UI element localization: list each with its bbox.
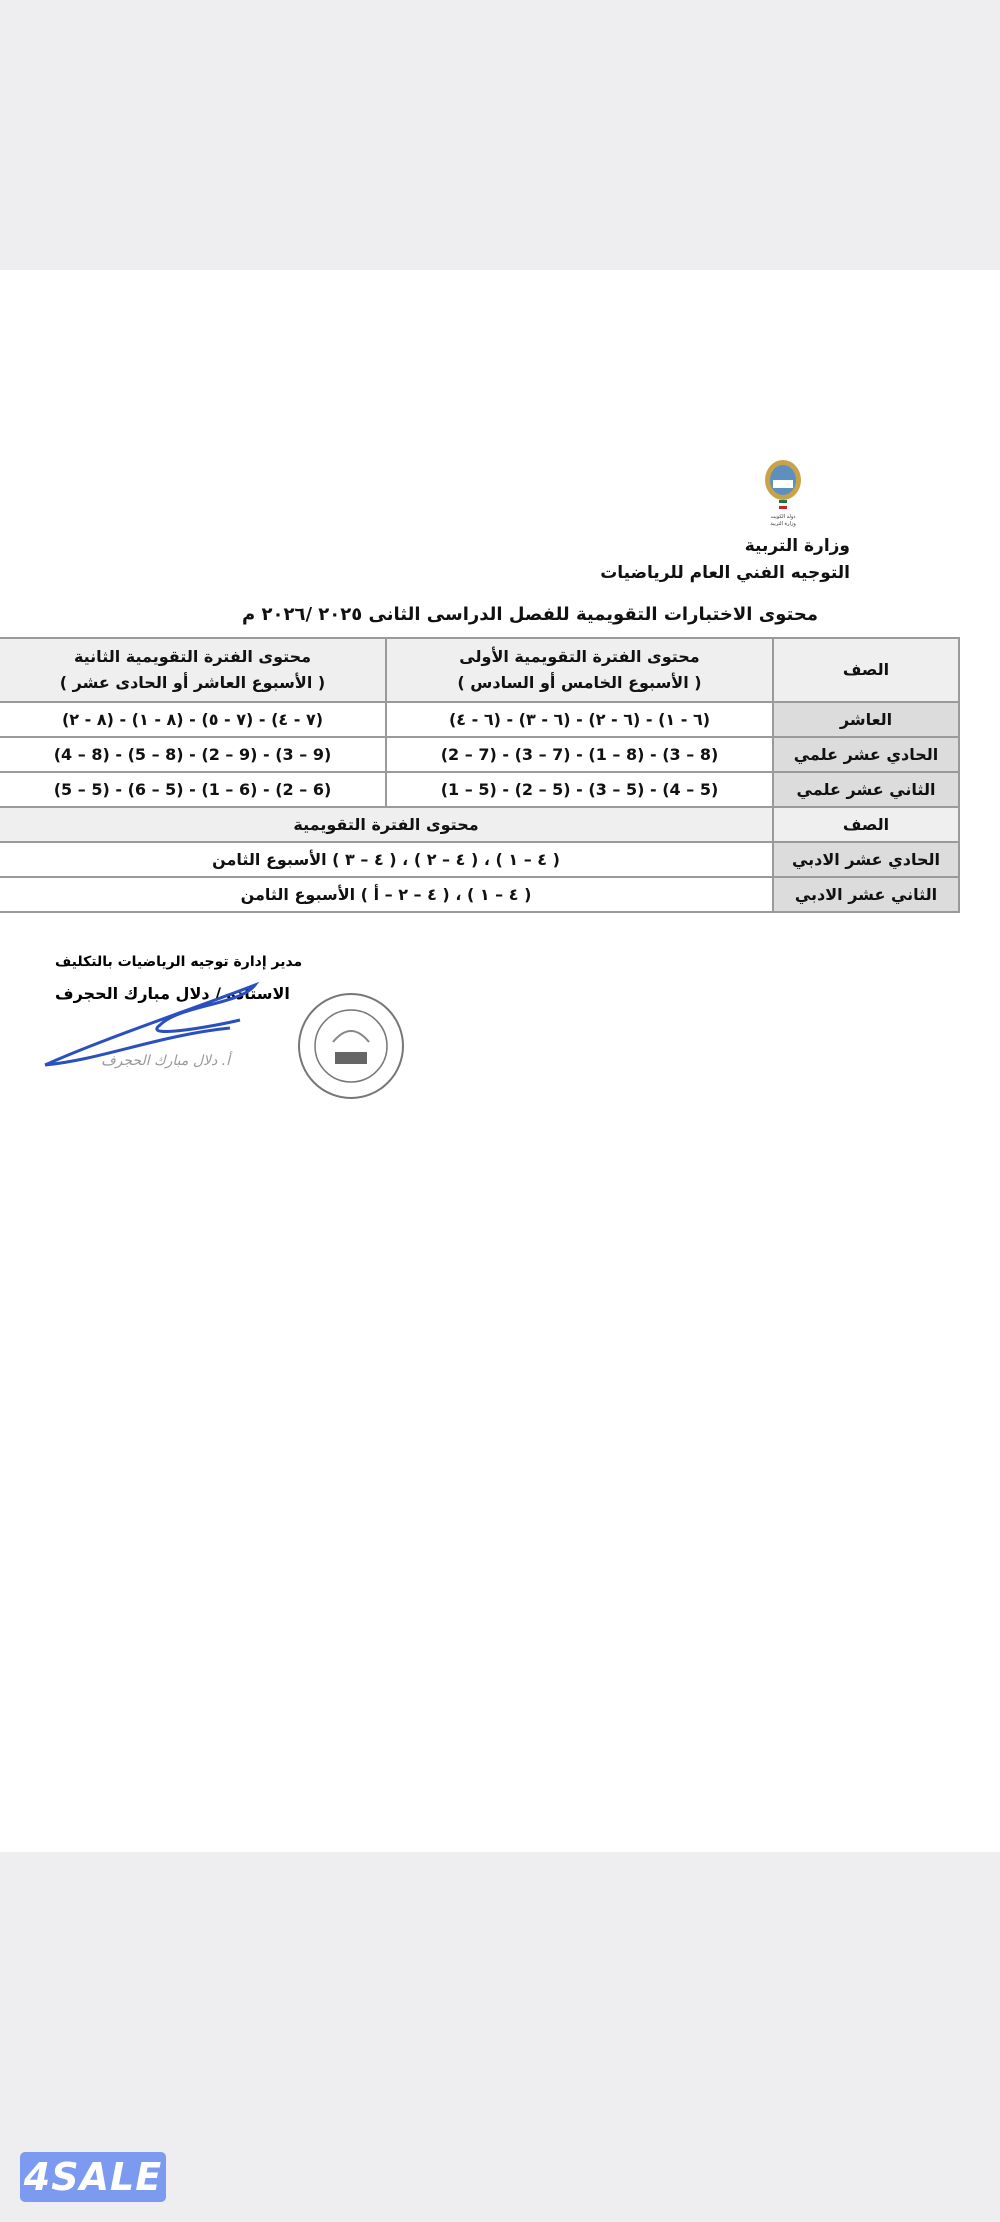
grade-cell: الثاني عشر الادبي <box>773 877 959 912</box>
content-cell: ( ٤ – ١ ) ، ( ٤ – ٢ – أ ) الأسبوع الثامن <box>0 877 773 912</box>
svg-text:أ. دلال مبارك الحجرف: أ. دلال مبارك الحجرف <box>101 1053 230 1069</box>
period1-cell: (8 – 3) - (8 – 1) - (7 – 3) - (7 – 2) <box>386 737 773 772</box>
document-title: محتوى الاختبارات التقويمية للفصل الدراسى الثانى ٢٠٢٥ /٢٠٢٦ م <box>242 604 818 625</box>
period1-cell: (5 – 4) - (5 – 3) - (5 – 2) - (5 – 1) <box>386 772 773 807</box>
handwritten-signature <box>40 980 270 1080</box>
svg-text:دولة الكويت: دولة الكويت <box>770 514 796 520</box>
signatory-name: الاستاذه / دلال مبارك الحجرف <box>55 984 290 1003</box>
grade-column-header: الصف <box>773 807 959 842</box>
period1-header <box>386 638 773 702</box>
official-stamp <box>295 990 407 1102</box>
4sale-logo: 4SALE <box>20 2152 166 2202</box>
department-name: التوجيه الفني العام للرياضيات <box>600 563 850 583</box>
grade-cell: الثاني عشر علمي <box>773 772 959 807</box>
period1-title: محتوى الفترة التقويمية الأولى <box>459 647 700 666</box>
period2-week: ( الأسبوع العاشر أو الحادى عشر ) <box>59 673 326 692</box>
table-row <box>0 702 959 737</box>
period2-cell: (9 – 3) - (9 – 2) - (8 – 5) - (8 – 4) <box>0 737 386 772</box>
svg-text:وزارة التربية: وزارة التربية <box>770 521 796 527</box>
table-row <box>0 877 959 912</box>
period2-title: محتوى الفترة التقويمية الثانية <box>73 647 312 666</box>
table-row <box>0 737 959 772</box>
grade-cell: الحادي عشر علمي <box>773 737 959 772</box>
ministry-name: وزارة التربية <box>744 536 850 556</box>
period1-week: ( الأسبوع الخامس أو السادس ) <box>457 673 702 692</box>
grade-cell: الحادي عشر الادبي <box>773 842 959 877</box>
table-subheader-row <box>0 807 959 842</box>
kuwait-emblem-icon <box>758 458 808 528</box>
table-header-row <box>0 638 959 702</box>
grade-cell: العاشر <box>773 702 959 737</box>
period2-cell: (6 – 2) - (6 – 1) - (5 – 6) - (5 – 5) <box>0 772 386 807</box>
period1-cell: (٦ - ١) - (٦ - ٢) - (٦ - ٣) - (٦ - ٤) <box>386 702 773 737</box>
content-cell: ( ٤ – ١ ) ، ( ٤ – ٢ ) ، ( ٤ – ٣ ) الأسبوع الثامن <box>0 842 773 877</box>
exam-content-table <box>0 637 960 913</box>
period2-cell: (٧ - ٤) - (٧ - ٥) - (٨ - ١) - (٨ - ٢) <box>0 702 386 737</box>
signatory-role: مدير إدارة توجيه الرياضيات بالتكليف <box>55 954 303 970</box>
period-header: محتوى الفترة التقويمية <box>0 807 773 842</box>
table-row <box>0 772 959 807</box>
grade-column-header: الصف <box>773 638 959 702</box>
table-row <box>0 842 959 877</box>
period2-header <box>0 638 386 702</box>
